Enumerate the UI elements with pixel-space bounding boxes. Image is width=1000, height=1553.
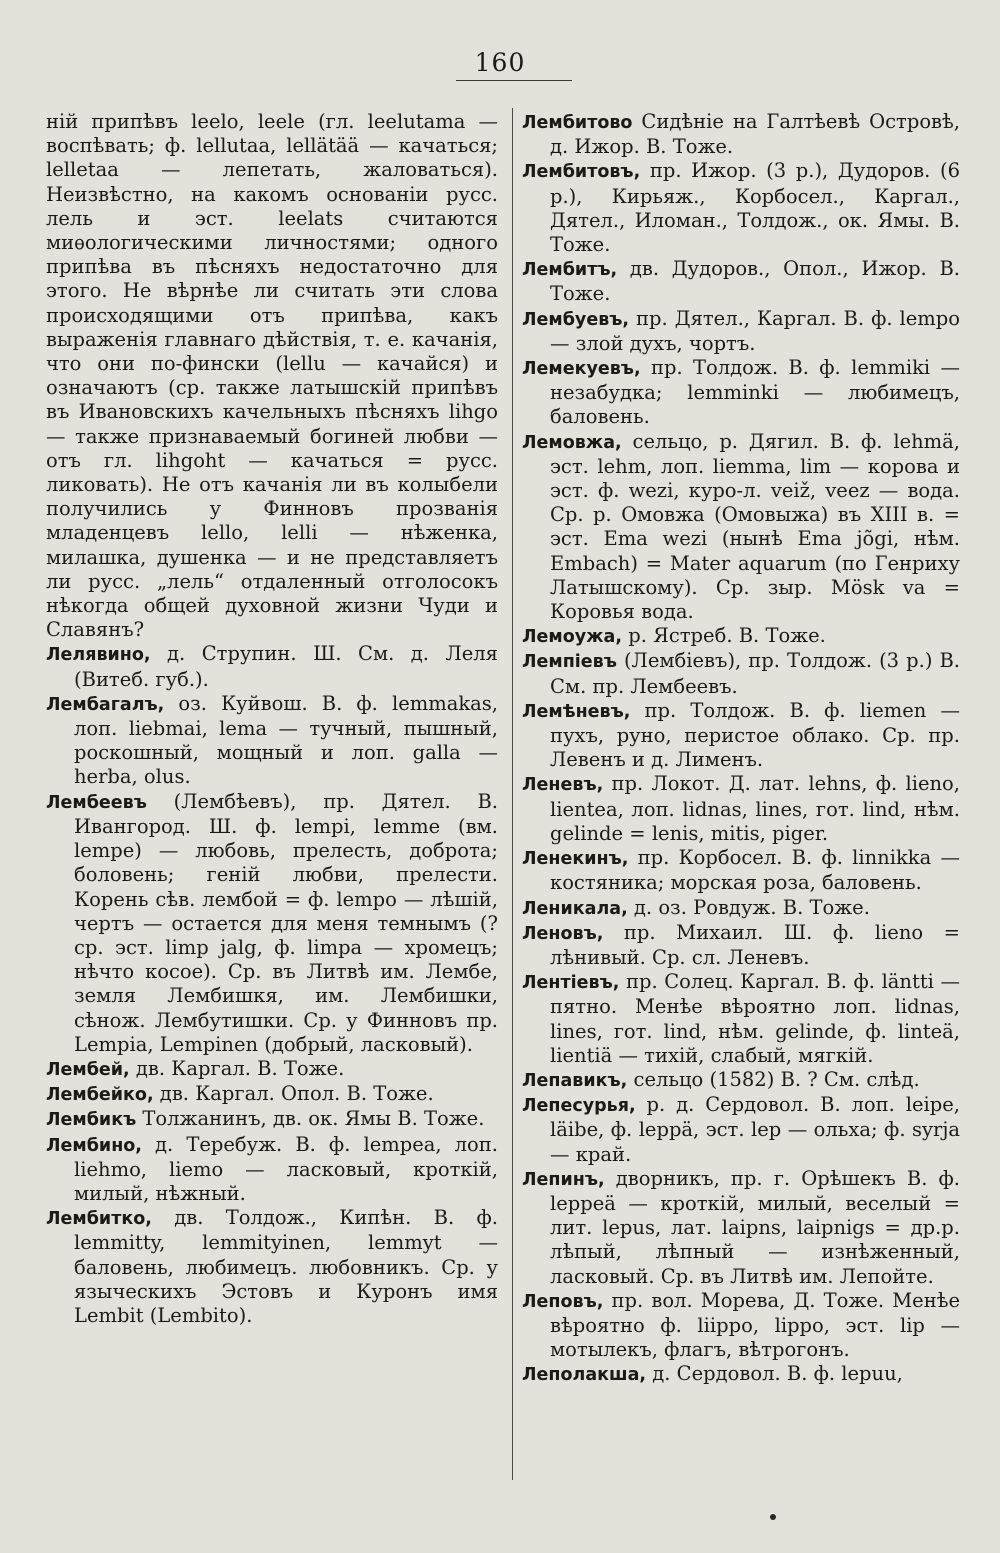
entry-text: ній припѣвъ leelo, leele (гл. leelutama — воспѣвать; ф. lellutaa, lellätää — качаться; lelletaa — лепетать, жаловаться). Неизвѣстно, на какомъ основаніи русс. лель и эст. leelats считаются миѳологическими личностями; одного припѣва въ пѣсняхъ недостаточно для этого. Не вѣрнѣе ли считать эти слова происходящими отъ припѣва, какъ выраженія главнаго дѣйствія, т. е. качанія, что они по-фински (lellu — качайся) и означаютъ (ср. также латышскій припѣвъ въ Ивановскихъ качельныхъ пѣсняхъ lihgo — также признаваемый богиней любви — отъ гл. lihgoht — качаться = русс. ликовать). Не отъ качанія ли въ колыбели получились у Финновъ прозванія младенцевъ lello, lelli — нѣженка, милашка, душенка — и не представляетъ ли русс. „лель“ отдаленный отголосокъ нѣкогда общей духовной жизни Чуди и Славянъ? (46, 110, 498, 642)
entry-text: пр. Толдож. В. ф. lemmiki — незабудка; lemminki — любимецъ, баловень. (550, 356, 960, 429)
entry-text: пр. Михаил. Ш. ф. lieno = лѣнивый. Ср. сл. Леневъ. (550, 920, 960, 969)
dictionary-entry (522, 921, 960, 970)
entry-text: Толжанинъ, дв. ок. Ямы В. Тоже. (136, 1107, 485, 1131)
entry-headword: Леповъ, (522, 1291, 604, 1312)
entry-text: пр. вол. Морева, Д. Тоже. Менѣе вѣроятно ф. liippo, lippo, эст. lip — мотылекъ, флагъ, вѣтрогонъ. (550, 1288, 960, 1362)
dictionary-entry (522, 649, 960, 698)
dictionary-entry (522, 430, 960, 625)
entry-headword: Лембитко, (46, 1209, 152, 1230)
dictionary-entry (46, 642, 498, 691)
entry-text: р. д. Сердовол. В. лоп. leipe, läibe, ф. leppä, эст. lep — ольха; ф. syrja — край. (550, 1093, 960, 1166)
entry-headword: Лелявино, (46, 645, 151, 666)
right-column (522, 110, 960, 1388)
entry-headword: Лембикъ (46, 1110, 137, 1131)
dictionary-entry (46, 1133, 498, 1207)
entry-headword: Лентіевъ, (522, 973, 620, 994)
dictionary-entry (46, 1107, 498, 1132)
entry-text: (Лембіевъ), пр. Толдож. (3 р.) В. См. пр. Лембеевъ. (550, 649, 960, 698)
entry-text: Сидѣніе на Галтѣевѣ Островѣ, д. Ижор. В. Тоже. (550, 110, 960, 159)
dictionary-entry (46, 1206, 498, 1328)
page-number-rule (456, 80, 572, 81)
entry-text: д. Струпин. Ш. См. д. Леля (Витеб. губ.). (74, 642, 498, 691)
entry-text: дв. Каргал. Опол. В. Тоже. (153, 1082, 434, 1106)
entry-headword: Лепинъ, (522, 1169, 605, 1190)
dictionary-entry (522, 356, 960, 430)
dictionary-entry (522, 307, 960, 356)
dictionary-entry (522, 110, 960, 159)
entry-text: р. Ястреб. В. Тоже. (622, 624, 826, 648)
dictionary-entry (522, 257, 960, 306)
dictionary-entry (522, 896, 960, 921)
entry-text: д. Теребуж. В. ф. lempea, лоп. liehmo, liemo — ласковый, кроткій, милый, нѣжный. (74, 1132, 498, 1205)
dictionary-entry (522, 1093, 960, 1167)
entry-text: пр. Толдож. В. ф. liemen — пухъ, руно, перистое облако. Ср. пр. Левенъ и д. Лименъ. (550, 698, 960, 772)
entry-headword: Лепавикъ, (522, 1070, 628, 1091)
dictionary-entry (522, 970, 960, 1068)
dictionary-entry (46, 790, 498, 1057)
dictionary-entry (46, 692, 498, 790)
dictionary-entry (522, 699, 960, 773)
dictionary-entry (522, 624, 960, 649)
dictionary-entry (522, 1362, 960, 1387)
entry-headword: Ленекинъ, (522, 849, 629, 870)
dictionary-entry (46, 110, 498, 642)
entry-text: пр. Ижор. (3 р.), Дудоров. (6 р.), Кирьяж., Корбосел., Каргал., Дятел., Иломан., Толдож., ок. Ямы. В. Тоже. (550, 159, 960, 257)
page-number: 160 (474, 48, 526, 77)
entry-headword: Лемѣневъ, (522, 701, 631, 722)
entry-text: (Лембѣевъ), пр. Дятел. В. Ивангород. Ш. ф. lempi, lemme (вм. lempe) — любовь, прелесть, доброта; боловень; геній любви, прелести. Корень сѣв. лембой = ф. lempo — лѣшій, чертъ — остается для меня темнымъ (? ср. эст. limp jalg, ф. limpa — хромецъ; нѣчто косое). Ср. въ Литвѣ им. Лембе, земля Лембишкя, им. Лембишки, сѣнож. Лембутишки. Ср. у Финновъ пр. Lempia, Lempinen (добрый, ласковый). (74, 789, 498, 1056)
entry-headword: Лембеевъ (46, 792, 147, 813)
entry-headword: Лембуевъ, (522, 309, 630, 330)
entry-text: дв. Толдож., Кипѣн. В. ф. lemmitty, lemmityinen, lemmyt — баловень, любимецъ. любовникъ. Ср. у языческихъ Эстовъ и Куронъ имя Lembit (Lembito). (74, 1206, 498, 1327)
entry-headword: Лембагалъ, (46, 694, 165, 715)
dictionary-entry (522, 772, 960, 846)
entry-headword: Лемекуевъ, (522, 359, 641, 380)
entry-text: дв. Каргал. В. Тоже. (129, 1056, 345, 1080)
entry-headword: Лембитово (522, 113, 633, 133)
entry-text: пр. Дятел., Каргал. В. ф. lempo — злой духъ, чортъ. (550, 306, 960, 355)
dictionary-entry (46, 1082, 498, 1107)
entry-text: пр. Корбосел. В. ф. linnikka — костяника; морская роза, баловень. (550, 846, 960, 895)
ink-dot (770, 1514, 776, 1520)
entry-headword: Леникала, (522, 898, 628, 919)
entry-headword: Лемпіевъ (522, 652, 617, 673)
entry-headword: Леновъ, (522, 923, 604, 944)
column-divider (512, 108, 513, 1480)
entry-headword: Лемовжа, (522, 432, 622, 453)
entry-text: д. оз. Ровдуж. В. Тоже. (627, 895, 870, 919)
entry-text: пр. Локот. Д. лат. lehns, ф. lieno, lientea, лоп. lidnas, lines, гот. lind, нѣм. gelinde = lenis, mitis, piger. (550, 772, 960, 845)
entry-text: пр. Солец. Каргал. В. ф. läntti — пятно. Менѣе вѣроятно лоп. lidnas, lines, гот. lind, нѣм. gelinde, ф. linteä, lientiä — тихій, слабый, мягкій. (550, 970, 960, 1067)
dictionary-entry (522, 1167, 960, 1289)
entry-headword: Лембитъ, (522, 260, 618, 281)
entry-text: д. Сердовол. В. ф. lepuu, (646, 1362, 903, 1386)
entry-text: сельцо (1582) В. ? См. слѣд. (627, 1067, 920, 1091)
entry-text: дворникъ, пр. г. Орѣшекъ В. ф. leppeä — кроткій, милый, веселый = лит. lepus, лат. laipns, laipnigs = др.р. лѣпый, лѣпный — изнѣженный, ласковый. Ср. въ Литвѣ им. Лепойте. (550, 1166, 960, 1288)
entry-text: дв. Дудоров., Опол., Ижор. В. Тоже. (550, 257, 960, 306)
dictionary-entry (522, 1289, 960, 1363)
entry-headword: Лембей, (46, 1059, 130, 1080)
dictionary-entry (522, 159, 960, 257)
entry-text: оз. Куйвош. В. ф. lemmakas, лоп. liebmai, lema — тучный, пышный, роскошный, мощный и лоп. galla — herba, olus. (74, 691, 498, 789)
entry-headword: Лембейко, (46, 1085, 154, 1106)
left-column (46, 110, 498, 1328)
entry-headword: Леполакша, (522, 1365, 647, 1386)
entry-headword: Лемоужа, (522, 627, 623, 648)
entry-text: сельцо, р. Дягил. В. ф. lehmä, эст. lehm, лоп. liemma, lim — корова и эст. ф. wezi, куро-л. veiž, veez — вода. Ср. р. Омовжа (Омовыжа) въ XIII в. = эст. Ema wezi (нынѣ Ema jõgi, нѣм. Embach) = Mater aquarum (по Генриху Латышскому). Ср. зыр. Mösk va = Коровья вода. (550, 429, 960, 624)
entry-headword: Лембино, (46, 1135, 142, 1156)
dictionary-entry (522, 1068, 960, 1093)
entry-headword: Лепесурья, (522, 1096, 636, 1117)
entry-headword: Леневъ, (522, 775, 604, 796)
dictionary-entry (46, 1057, 498, 1082)
dictionary-entry (522, 846, 960, 895)
entry-headword: Лембитовъ, (522, 162, 641, 183)
